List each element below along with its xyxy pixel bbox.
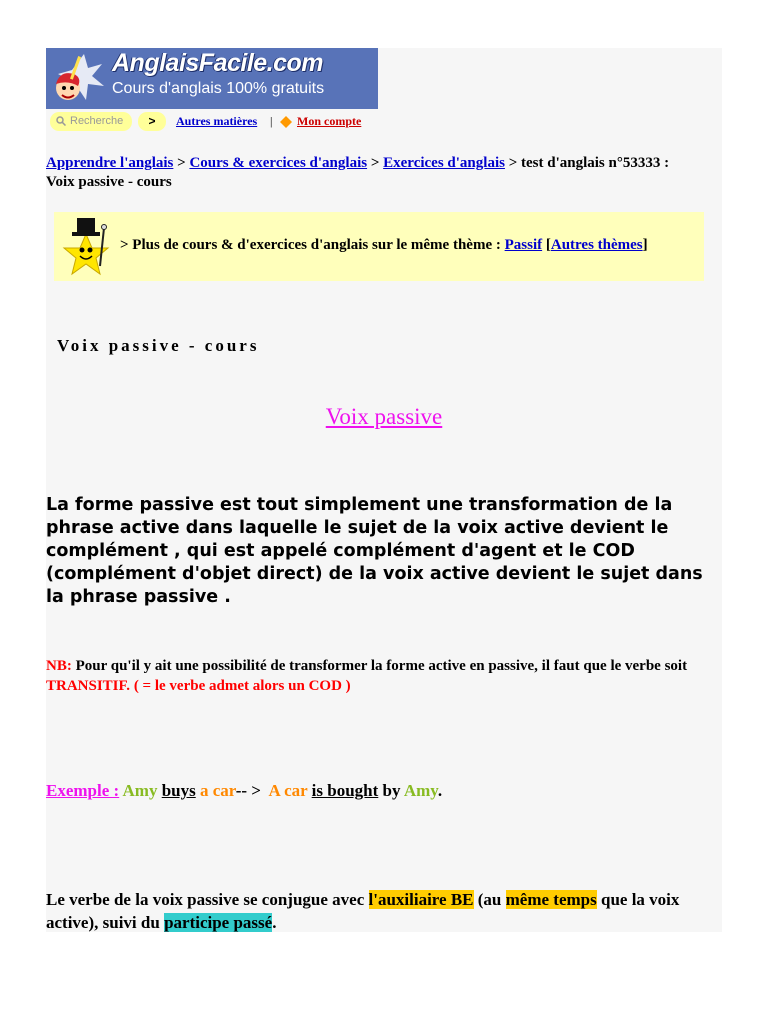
search-placeholder: Recherche: [70, 115, 124, 127]
conj-part2: (au: [477, 890, 502, 909]
theme-passif-link[interactable]: Passif: [504, 237, 543, 253]
related-theme-prefix: > Plus de cours & d'exercices d'anglais sur le même thème :: [120, 237, 501, 253]
conj-participle: participe passé: [164, 913, 273, 932]
example-sentence: [46, 781, 442, 801]
other-subjects-link[interactable]: Autres matières: [176, 114, 258, 128]
page-title: Voix passive - cours: [57, 336, 260, 355]
bracket-open: [: [545, 237, 551, 253]
search-input[interactable]: [50, 112, 132, 131]
conjugation-paragraph: [46, 888, 722, 934]
conj-tense: même temps: [505, 890, 597, 909]
breadcrumb: [46, 154, 686, 192]
my-account-link[interactable]: Mon compte: [297, 114, 362, 128]
nb-cod-note: ( = le verbe admet alors un COD ): [133, 678, 351, 694]
example-arrow: -- >: [235, 781, 261, 800]
search-go-button[interactable]: >: [138, 112, 166, 131]
example-passive-subject: A car: [268, 781, 308, 800]
breadcrumb-learn-english[interactable]: Apprendre l'anglais: [46, 155, 174, 171]
other-themes-link[interactable]: Autres thèmes: [550, 237, 643, 253]
nb-note: [46, 656, 722, 696]
lesson-heading: Voix passive: [325, 404, 443, 429]
search-icon: [56, 116, 66, 126]
diamond-icon: [280, 116, 292, 128]
related-theme-text: [120, 237, 648, 254]
nav-separator: |: [270, 114, 273, 128]
star-mascot-icon: [62, 216, 120, 278]
bracket-close: ]: [642, 237, 648, 253]
breadcrumb-separator: >: [177, 155, 186, 171]
example-amy-subject: Amy: [122, 781, 158, 800]
intro-paragraph: La forme passive est tout simplement une transformation de la phrase active dans laquelle le sujet de la voix active devient le complément , qui est appelé complément d'agent et le COD (complément d'objet direct) de la voix active devient le sujet dans la phrase passive .: [46, 495, 703, 607]
breadcrumb-courses-exercises[interactable]: Cours & exercices d'anglais: [189, 155, 368, 171]
site-logo[interactable]: [46, 48, 378, 109]
conj-auxiliary: l'auxiliaire BE: [368, 890, 474, 909]
breadcrumb-current: > test d'anglais n°53333 : Voix passive - cours: [46, 155, 670, 190]
site-brand: AnglaisFacile.com: [112, 49, 324, 77]
breadcrumb-english-exercises[interactable]: Exercices d'anglais: [383, 155, 505, 171]
related-theme-box: [54, 212, 704, 281]
nb-transitif: TRANSITIF.: [46, 678, 131, 694]
conj-part3: que la voix active), suivi du: [46, 890, 680, 932]
mascot-icon: [48, 50, 106, 107]
site-tagline: Cours d'anglais 100% gratuits: [112, 80, 325, 97]
breadcrumb-separator: >: [370, 155, 380, 171]
conj-end: .: [272, 913, 277, 932]
example-label: Exemple :: [46, 781, 120, 800]
example-object: a car: [199, 781, 236, 800]
page-content: [46, 48, 722, 932]
example-period: .: [437, 781, 443, 800]
nb-label: NB:: [46, 658, 72, 674]
example-agent: Amy: [403, 781, 438, 800]
example-verb-active: buys: [161, 781, 196, 800]
conj-part1: Le verbe de la voix passive se conjugue avec: [46, 890, 365, 909]
example-verb-passive: is bought: [311, 781, 379, 800]
example-by: by: [382, 781, 401, 800]
nb-text: Pour qu'il y ait une possibilité de transformer la forme active en passive, il faut que le verbe soit: [75, 658, 688, 674]
